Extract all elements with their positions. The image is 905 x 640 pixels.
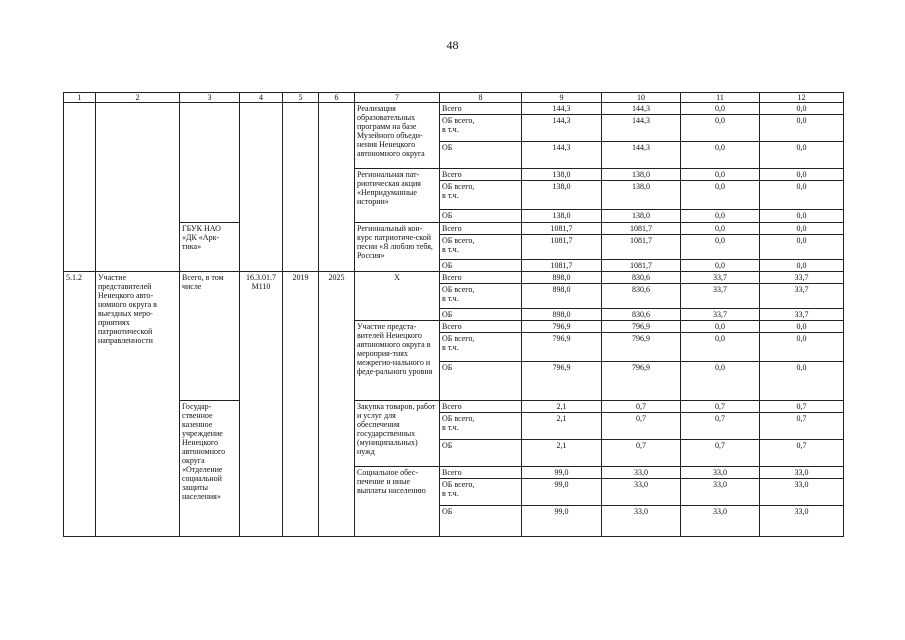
value-cell: 0,0: [681, 103, 760, 115]
value-cell: 33,0: [681, 479, 760, 506]
value-cell: 138,0: [602, 169, 681, 181]
funding-source-label: ОБ всего, в т.ч.: [440, 333, 522, 362]
value-cell: 1081,7: [522, 223, 602, 235]
col7-mark: Х: [355, 272, 440, 321]
value-cell: 99,0: [522, 506, 602, 537]
value-cell: 0,0: [760, 333, 844, 362]
value-cell: 33,7: [760, 309, 844, 321]
measure-name: Участие представителей Ненецкого авто-номного округа в выездных меро-приятиях патриотической направленности: [96, 272, 180, 537]
cell-num: [64, 103, 96, 272]
value-cell: 898,0: [522, 309, 602, 321]
value-cell: 0,0: [681, 321, 760, 333]
value-cell: 33,7: [760, 272, 844, 284]
funding-source-label: Всего: [440, 169, 522, 181]
event-name: Региональный кон-курс патриотиче-ской песни «Я люблю тебя, Россия»: [355, 223, 440, 272]
value-cell: 0,0: [681, 235, 760, 260]
value-cell: 99,0: [522, 479, 602, 506]
funding-source-label: Всего: [440, 401, 522, 413]
value-cell: 33,0: [760, 506, 844, 537]
value-cell: 0,7: [602, 413, 681, 440]
column-header: 10: [602, 93, 681, 103]
column-header: 6: [319, 93, 355, 103]
value-cell: 0,0: [681, 181, 760, 210]
value-cell: 0,7: [760, 440, 844, 467]
funding-source-label: Всего: [440, 272, 522, 284]
start-year: 2019: [283, 272, 319, 537]
value-cell: 1081,7: [602, 235, 681, 260]
value-cell: 830,6: [602, 284, 681, 309]
funding-source-label: Всего: [440, 103, 522, 115]
value-cell: 1081,7: [602, 260, 681, 272]
value-cell: 144,3: [522, 142, 602, 169]
value-cell: 2,1: [522, 401, 602, 413]
column-header: 12: [760, 93, 844, 103]
value-cell: 144,3: [522, 103, 602, 115]
value-cell: 33,0: [681, 467, 760, 479]
budget-code: 16.3.01.7 М110: [240, 272, 283, 537]
value-cell: 0,0: [760, 260, 844, 272]
value-cell: 0,0: [760, 210, 844, 223]
funding-source-label: ОБ: [440, 440, 522, 467]
value-cell: 0,7: [681, 413, 760, 440]
value-cell: 1081,7: [522, 260, 602, 272]
value-cell: 796,9: [602, 362, 681, 401]
event-name: Участие предста-вителей Ненецкого автономного округа в мероприя-тиях межрегио-нального и феде-рального уровня: [355, 321, 440, 401]
value-cell: 33,7: [681, 309, 760, 321]
cell-end: [319, 103, 355, 272]
value-cell: 138,0: [522, 210, 602, 223]
cell-name: [96, 103, 180, 272]
cell-code: [240, 103, 283, 272]
value-cell: 138,0: [602, 210, 681, 223]
value-cell: 0,0: [681, 362, 760, 401]
value-cell: 0,0: [760, 223, 844, 235]
value-cell: 796,9: [602, 333, 681, 362]
value-cell: 138,0: [522, 181, 602, 210]
value-cell: 1081,7: [522, 235, 602, 260]
column-header: 7: [355, 93, 440, 103]
measure-number: 5.1.2: [64, 272, 96, 537]
program-table: [63, 92, 844, 537]
value-cell: 33,7: [681, 272, 760, 284]
column-header: 9: [522, 93, 602, 103]
funding-source-label: ОБ всего, в т.ч.: [440, 235, 522, 260]
value-cell: 0,7: [760, 401, 844, 413]
value-cell: 2,1: [522, 413, 602, 440]
value-cell: 796,9: [522, 333, 602, 362]
event-name: Реализация образовательных программ на базе Музейного объеди-нения Ненецкого автономного округа: [355, 103, 440, 169]
value-cell: 0,0: [681, 169, 760, 181]
value-cell: 144,3: [522, 115, 602, 142]
value-cell: 0,0: [681, 260, 760, 272]
value-cell: 0,0: [760, 181, 844, 210]
column-header: 1: [64, 93, 96, 103]
cell-start: [283, 103, 319, 272]
funding-source-label: ОБ: [440, 260, 522, 272]
value-cell: 33,7: [760, 284, 844, 309]
executor-name: Государ-ственное казенное учреждение Ненецкого автономного округа «Отделение социальной защиты населения»: [180, 401, 240, 537]
value-cell: 33,0: [760, 467, 844, 479]
value-cell: 0,0: [760, 169, 844, 181]
value-cell: 796,9: [602, 321, 681, 333]
value-cell: 144,3: [602, 103, 681, 115]
value-cell: 0,0: [760, 103, 844, 115]
funding-source-label: Всего: [440, 223, 522, 235]
column-header: 4: [240, 93, 283, 103]
end-year: 2025: [319, 272, 355, 537]
table-row: [64, 223, 844, 235]
value-cell: 830,6: [602, 309, 681, 321]
value-cell: 0,0: [681, 223, 760, 235]
value-cell: 796,9: [522, 362, 602, 401]
event-name: Региональная пат-риотическая акция «Непридуманные истории»: [355, 169, 440, 223]
table-row: [64, 103, 844, 115]
value-cell: 144,3: [602, 115, 681, 142]
table-row: [64, 401, 844, 413]
value-cell: 0,7: [602, 440, 681, 467]
funding-source-label: ОБ всего, в т.ч.: [440, 284, 522, 309]
value-cell: 0,0: [760, 362, 844, 401]
value-cell: 0,7: [681, 440, 760, 467]
value-cell: 33,0: [681, 506, 760, 537]
value-cell: 0,7: [760, 413, 844, 440]
value-cell: 0,7: [681, 401, 760, 413]
value-cell: 898,0: [522, 284, 602, 309]
funding-source-label: Всего: [440, 467, 522, 479]
column-header: 8: [440, 93, 522, 103]
value-cell: 0,0: [760, 115, 844, 142]
value-cell: 0,0: [681, 142, 760, 169]
funding-source-label: ОБ всего, в т.ч.: [440, 479, 522, 506]
event-name: Социальное обес-печение и иные выплаты населению: [355, 467, 440, 537]
funding-source-label: Всего: [440, 321, 522, 333]
value-cell: 33,0: [602, 506, 681, 537]
value-cell: 0,7: [602, 401, 681, 413]
value-cell: 99,0: [522, 467, 602, 479]
column-header: 5: [283, 93, 319, 103]
funding-source-label: ОБ всего, в т.ч.: [440, 413, 522, 440]
value-cell: 0,0: [760, 321, 844, 333]
funding-source-label: ОБ всего, в т.ч.: [440, 115, 522, 142]
value-cell: 138,0: [602, 181, 681, 210]
value-cell: 33,7: [681, 284, 760, 309]
column-header: 11: [681, 93, 760, 103]
value-cell: 33,0: [602, 467, 681, 479]
value-cell: 2,1: [522, 440, 602, 467]
value-cell: 830,6: [602, 272, 681, 284]
funding-source-label: ОБ: [440, 362, 522, 401]
table-row: [64, 272, 844, 284]
value-cell: 0,0: [760, 235, 844, 260]
value-cell: 898,0: [522, 272, 602, 284]
value-cell: 1081,7: [602, 223, 681, 235]
funding-source-label: ОБ: [440, 506, 522, 537]
value-cell: 144,3: [602, 142, 681, 169]
column-header: 2: [96, 93, 180, 103]
value-cell: 0,0: [681, 210, 760, 223]
funding-source-label: ОБ: [440, 142, 522, 169]
value-cell: 33,0: [602, 479, 681, 506]
value-cell: 138,0: [522, 169, 602, 181]
funding-source-label: ОБ всего, в т.ч.: [440, 181, 522, 210]
page-number: 48: [446, 38, 459, 52]
funding-source-label: ОБ: [440, 210, 522, 223]
funding-source-label: ОБ: [440, 309, 522, 321]
executor-total: Всего, в том числе: [180, 272, 240, 401]
value-cell: 0,0: [681, 333, 760, 362]
value-cell: 796,9: [522, 321, 602, 333]
value-cell: 33,0: [760, 479, 844, 506]
value-cell: 0,0: [760, 142, 844, 169]
header-row: [64, 93, 844, 103]
executor-name: ГБУК НАО «ДК «Арк-тика»: [180, 223, 240, 272]
event-name: Закупка товаров, работ и услуг для обеспечения государственных (муниципальных) нужд: [355, 401, 440, 467]
column-header: 3: [180, 93, 240, 103]
cell-executor: [180, 103, 240, 223]
value-cell: 0,0: [681, 115, 760, 142]
